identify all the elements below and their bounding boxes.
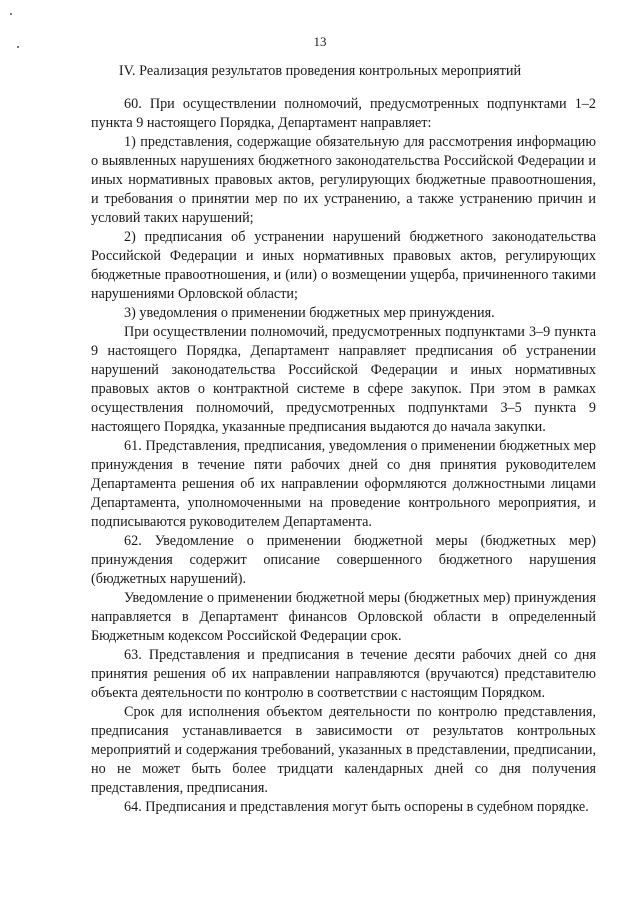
- paragraph-62-notice: Уведомление о применении бюджетной меры (бюджетных мер) принуждения направляется в Департамент финансов Орловской области в определенный Бюджетным кодексом Российской Федерации срок.: [91, 590, 596, 644]
- document-body: [91, 95, 596, 817]
- section-title: IV. Реализация результатов проведения контрольных мероприятий: [118, 63, 522, 79]
- paragraph-63-deadline: Срок для исполнения объектом деятельности по контролю представления, предписания устанавливается в зависимости от результатов контрольных мероприятий и содержания требований, указанных в представлении, предписании, но не может быть более тридцати календарных дней со дня получения представления, предписания.: [91, 704, 596, 796]
- paragraph-60-item-1: 1) представления, содержащие обязательную для рассмотрения информацию о выявленных нарушениях бюджетного законодательства Российской Федерации и иных нормативных правовых актов, регулирующих бюджетные правоотношения, и требования о принятии мер по их устранению, а также устранению причин и условий таких нарушений;: [91, 134, 596, 226]
- paragraph-61: 61. Представления, предписания, уведомления о применении бюджетных мер принуждения в течение пяти рабочих дней со дня принятия руководителем Департамента решения об их направлении оформляются должностными лицами Департамента, уполномоченными на проведение контрольного мероприятия, и подписываются руководителем Департамента.: [91, 438, 596, 530]
- page-number: 13: [313, 34, 327, 49]
- scan-speck: [10, 13, 12, 15]
- paragraph-60-item-3: 3) уведомления о применении бюджетных мер принуждения.: [124, 305, 495, 321]
- paragraph-62: 62. Уведомление о применении бюджетной меры (бюджетных мер) принуждения содержит описание совершенного бюджетного нарушения (бюджетных нарушений).: [91, 533, 596, 587]
- paragraph-64: 64. Предписания и представления могут быть оспорены в судебном порядке.: [124, 799, 589, 815]
- paragraph-60-item-2: 2) предписания об устранении нарушений бюджетного законодательства Российской Федерации и иных нормативных правовых актов, регулирующих бюджетные правоотношения, и (или) о возмещении ущерба, причиненного такими нарушениями Орловской области;: [91, 229, 596, 302]
- paragraph-60: 60. При осуществлении полномочий, предусмотренных подпунктами 1–2 пункта 9 настоящего Порядка, Департамент направляет:: [91, 96, 596, 131]
- paragraph-63: 63. Представления и предписания в течение десяти рабочих дней со дня принятия решения об их направлении направляются (вручаются) представителю объекта деятельности по контролю в соответствии с настоящим Порядком.: [91, 647, 596, 701]
- paragraph-60-procurement: При осуществлении полномочий, предусмотренных подпунктами 3–9 пункта 9 настоящего Порядка, Департамент направляет предписания об устранении нарушений законодательства Российской Федерации и иных нормативных правовых актов о контрактной системе в сфере закупок. При этом в рамках осуществления полномочий, предусмотренных подпунктами 3–5 пункта 9 настоящего Порядка, указанные предписания выдаются до начала закупки.: [91, 324, 596, 435]
